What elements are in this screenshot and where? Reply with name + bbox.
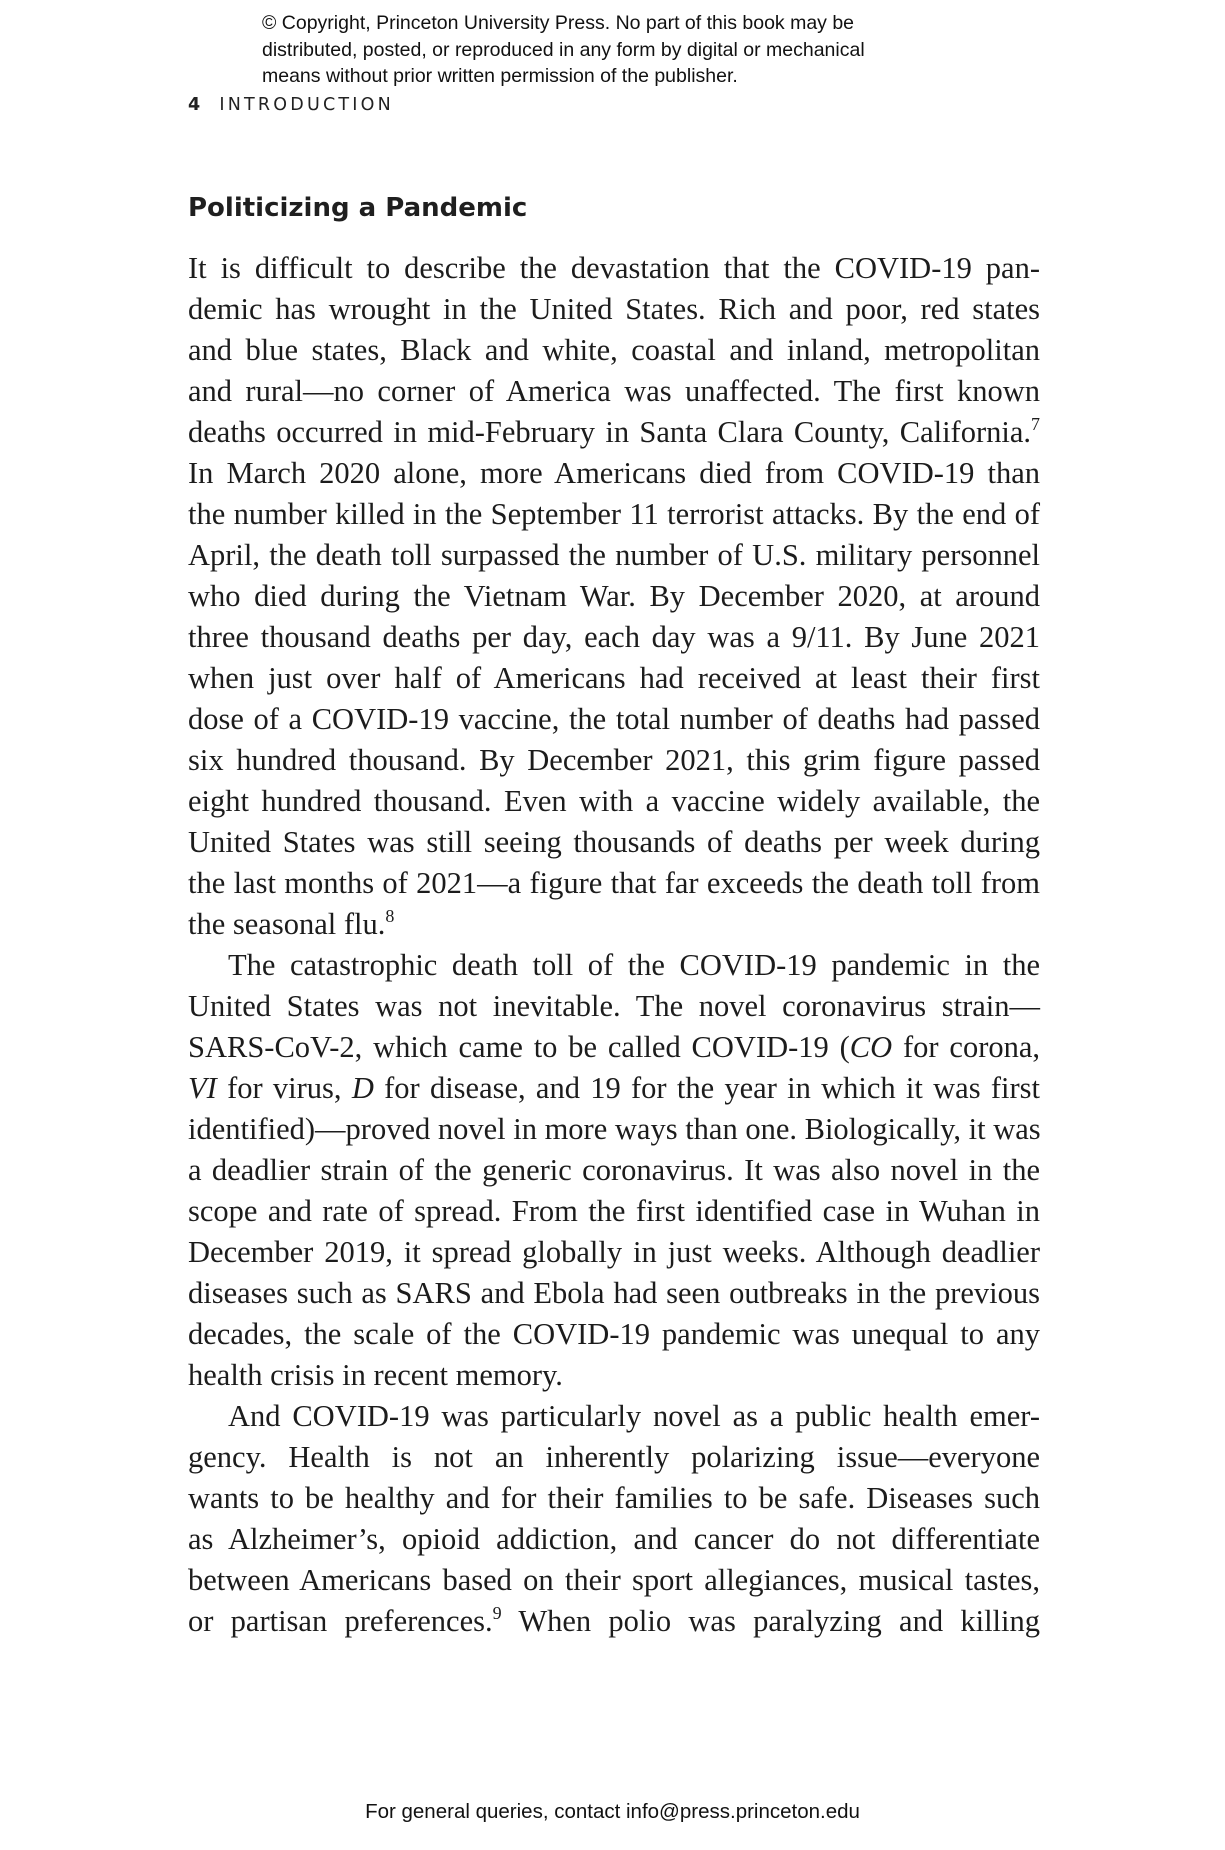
- copyright-line: © Copyright, Princeton University Press. No part of this book may be: [262, 12, 855, 34]
- running-head: [188, 95, 394, 115]
- running-head-section: INTRODUCTION: [219, 95, 394, 115]
- text-line: the last months of 2021—a figure that far exceeds the death toll from: [188, 866, 1040, 900]
- text-line: eight hundred thousand. Even with a vaccine widely available, the: [188, 784, 1040, 818]
- text-line: April, the death toll surpassed the number of U.S. military personnel: [188, 538, 1040, 572]
- text-line: It is difficult to describe the devastation that the COVID-19 pan-: [188, 251, 1040, 285]
- text-line: when just over half of Americans had received at least their first: [188, 661, 1040, 695]
- text-line: health crisis in recent memory.: [188, 1358, 563, 1392]
- text-line: dose of a COVID-19 vaccine, the total number of deaths had passed: [188, 702, 1040, 736]
- copyright-notice: [262, 10, 982, 90]
- italic-abbrev: VI: [188, 1071, 217, 1105]
- text-line: the number killed in the September 11 terrorist attacks. By the end of: [188, 497, 1040, 531]
- footer-contact: For general queries, contact info@press.princeton.edu: [365, 1800, 860, 1823]
- text-line: the seasonal flu.$^8$: [188, 906, 395, 941]
- page-number: 4: [188, 95, 204, 115]
- text-line: diseases such as SARS and Ebola had seen outbreaks in the previous: [188, 1276, 1040, 1310]
- text-line: between Americans based on their sport allegiances, musical tastes,: [188, 1563, 1040, 1597]
- text-line: and rural—no corner of America was unaffected. The first known: [188, 374, 1040, 408]
- italic-abbrev: CO: [849, 1030, 893, 1064]
- text-line: gency. Health is not an inherently polarizing issue—everyone: [188, 1440, 1040, 1474]
- copyright-line: means without prior written permission of the publisher.: [262, 65, 738, 87]
- text-line: identified)—proved novel in more ways than one. Biologically, it was: [188, 1112, 1041, 1146]
- footnote-ref: 9: [492, 1603, 502, 1623]
- text-line: demic has wrought in the United States. Rich and poor, red states: [188, 292, 1040, 326]
- text-line: United States was not inevitable. The novel coronavirus strain—: [188, 989, 1040, 1023]
- body-text: [188, 248, 1040, 1642]
- text-line: deaths occurred in mid-February in Santa Clara County, California.$^7$: [188, 414, 1040, 449]
- text-line: a deadlier strain of the generic coronavirus. It was also novel in the: [188, 1153, 1040, 1187]
- text-line: SARS-CoV-2, which came to be called COVID-19 (CO for corona,: [188, 1030, 1041, 1064]
- text-line: United States was still seeing thousands of deaths per week during: [188, 825, 1040, 859]
- text-line: VI for virus, D for disease, and 19 for the year in which it was first: [188, 1071, 1040, 1105]
- text-line: six hundred thousand. By December 2021, this grim figure passed: [188, 743, 1040, 777]
- text-line: decades, the scale of the COVID-19 pandemic was unequal to any: [188, 1317, 1040, 1351]
- text-line: The catastrophic death toll of the COVID-19 pandemic in the: [228, 948, 1040, 982]
- copyright-line: distributed, posted, or reproduced in any form by digital or mechanical: [262, 38, 865, 61]
- text-line: In March 2020 alone, more Americans died from COVID-19 than: [188, 456, 1040, 490]
- section-heading: Politicizing a Pandemic: [188, 193, 528, 223]
- text-line: as Alzheimer’s, opioid addiction, and cancer do not differentiate: [188, 1522, 1040, 1556]
- text-line: or partisan preferences.$^9$ When polio was paralyzing and killing: [188, 1603, 1041, 1638]
- text-line: who died during the Vietnam War. By December 2020, at around: [188, 579, 1040, 613]
- text-line: scope and rate of spread. From the first identified case in Wuhan in: [188, 1194, 1040, 1228]
- text-line: December 2019, it spread globally in just weeks. Although deadlier: [188, 1235, 1040, 1269]
- footnote-ref: 7: [1031, 414, 1040, 434]
- text-line: wants to be healthy and for their families to be safe. Diseases such: [188, 1481, 1040, 1515]
- italic-abbrev: D: [351, 1071, 374, 1105]
- text-line: three thousand deaths per day, each day was a 9/11. By June 2021: [188, 620, 1040, 654]
- text-line: And COVID-19 was particularly novel as a public health emer-: [228, 1399, 1040, 1433]
- footnote-ref: 8: [385, 906, 395, 926]
- text-line: and blue states, Black and white, coastal and inland, metropolitan: [188, 333, 1040, 367]
